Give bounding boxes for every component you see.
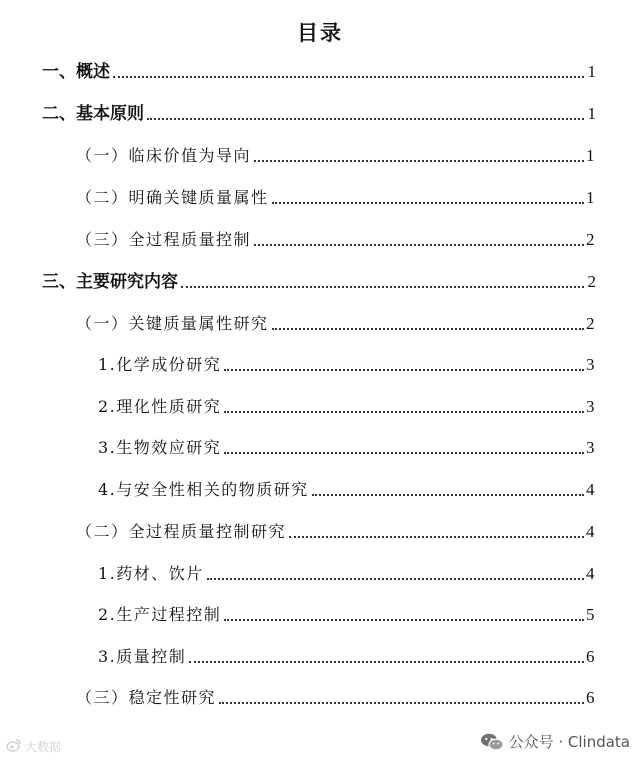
toc-page-number: 4 xyxy=(586,480,596,499)
leader-dots xyxy=(219,702,584,704)
leader-dots xyxy=(272,202,584,204)
toc-entry-text: （三）全过程质量控制 xyxy=(76,230,252,249)
toc-entry[interactable] xyxy=(98,393,596,417)
watermark-right-text: 公众号 · Clindata xyxy=(508,733,630,751)
leader-dots xyxy=(272,328,584,330)
toc-entry[interactable] xyxy=(98,601,596,625)
leader-dots xyxy=(254,244,584,246)
toc-entry[interactable] xyxy=(76,226,596,250)
leader-dots xyxy=(224,411,584,413)
toc-entry[interactable] xyxy=(98,351,596,375)
leader-dots xyxy=(181,286,584,288)
toc-page-number: 3 xyxy=(586,355,596,374)
toc-entry[interactable] xyxy=(76,518,596,542)
toc-entry[interactable] xyxy=(98,476,596,500)
toc-page-number: 1 xyxy=(586,146,596,165)
toc-page-number: 4 xyxy=(586,564,596,583)
wechat-icon xyxy=(480,733,504,751)
toc-page-number: 2 xyxy=(587,272,596,291)
toc-entry-text: 3.质量控制 xyxy=(98,647,187,666)
toc-page-number: 6 xyxy=(586,647,596,666)
leader-dots xyxy=(113,76,584,78)
leader-dots xyxy=(289,536,584,538)
toc-entry[interactable] xyxy=(98,560,596,584)
toc-entry-text: 3.生物效应研究 xyxy=(98,438,222,457)
toc-entry-text: （一）关键质量属性研究 xyxy=(76,314,269,333)
watermark-left-text: 大数据 xyxy=(25,740,62,754)
toc-entry[interactable] xyxy=(42,268,596,292)
watermark-right xyxy=(480,731,630,752)
toc-entry-text: （一）临床价值为导向 xyxy=(76,146,252,165)
toc-entry-text: 2.生产过程控制 xyxy=(98,605,222,624)
toc-page-number: 5 xyxy=(586,605,596,624)
watermark-left xyxy=(6,738,61,755)
leader-dots xyxy=(312,494,584,496)
toc-page-number: 6 xyxy=(586,688,596,707)
leader-dots xyxy=(224,369,584,371)
toc-entry-text: 三、主要研究内容 xyxy=(42,272,178,292)
toc-entry-text: （三）稳定性研究 xyxy=(76,688,217,707)
toc-page-number: 2 xyxy=(586,230,596,249)
toc-page-number: 1 xyxy=(586,188,596,207)
toc-entry[interactable] xyxy=(76,684,596,708)
toc-entry[interactable] xyxy=(42,100,596,124)
toc-entry[interactable] xyxy=(98,434,596,458)
toc-page-number: 1 xyxy=(587,104,596,123)
toc-entry-text: 1.药材、饮片 xyxy=(98,564,204,583)
toc-entry-text: 1.化学成份研究 xyxy=(98,355,222,374)
toc-page-number: 1 xyxy=(587,62,596,81)
leader-dots xyxy=(189,661,584,663)
toc-entry[interactable] xyxy=(98,643,596,667)
toc-page-number: 4 xyxy=(586,522,596,541)
toc-entry[interactable] xyxy=(42,58,596,82)
toc-entry-text: 一、概述 xyxy=(42,62,110,82)
toc-entry-text: 2.理化性质研究 xyxy=(98,397,222,416)
toc-entry-text: 4.与安全性相关的物质研究 xyxy=(98,480,309,499)
toc-entry-text: （二）全过程质量控制研究 xyxy=(76,522,287,541)
toc-entry-text: 二、基本原则 xyxy=(42,104,144,124)
toc-page-number: 2 xyxy=(586,314,596,333)
leader-dots xyxy=(147,118,584,120)
toc-entry-text: （二）明确关键质量属性 xyxy=(76,188,269,207)
weibo-icon xyxy=(6,738,22,755)
toc-page-number: 3 xyxy=(586,438,596,457)
leader-dots xyxy=(207,578,584,580)
leader-dots xyxy=(224,452,584,454)
toc-entry[interactable] xyxy=(76,310,596,334)
leader-dots xyxy=(224,619,584,621)
leader-dots xyxy=(254,160,584,162)
toc-entry[interactable] xyxy=(76,142,596,166)
toc-page-number: 3 xyxy=(586,397,596,416)
page-title: 目录 xyxy=(297,21,343,45)
toc-entry[interactable] xyxy=(76,184,596,208)
